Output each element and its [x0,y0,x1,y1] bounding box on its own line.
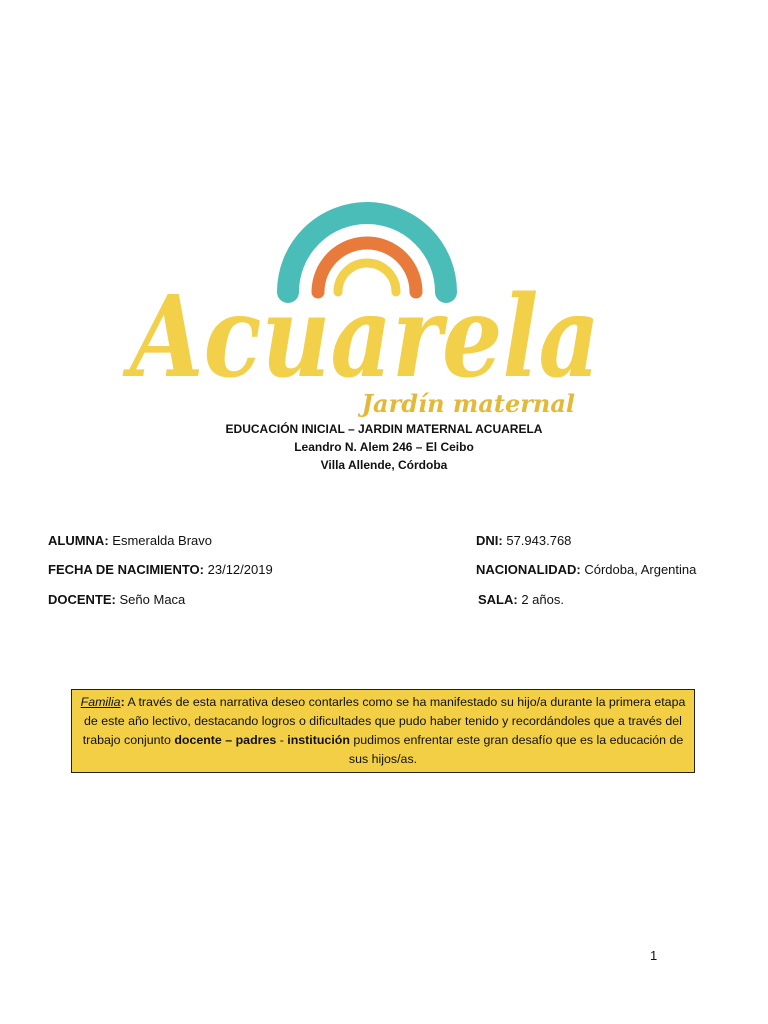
logo-tagline: Jardín maternal [361,389,575,418]
sala-label: SALA: [478,592,518,607]
nacionalidad-value: Córdoba, Argentina [584,562,697,577]
nacionalidad-field [476,562,696,578]
notice-sep-2: - [276,733,288,747]
alumna-label: ALUMNA: [48,533,109,548]
family-notice-box [71,689,695,773]
alumna-field [48,533,212,549]
notice-colon: : [120,695,125,709]
sala-field [478,592,564,608]
logo-wordmark: Acuarela [122,272,601,403]
acuarela-logo [120,200,610,420]
notice-sep-1: – [221,733,236,747]
sala-value: 2 años. [521,592,564,607]
school-header [0,420,768,474]
nacimiento-label: FECHA DE NACIMIENTO: [48,562,204,577]
notice-docente: docente [174,733,222,747]
notice-text-1: A través de esta narrativa deseo contarles como se ha manifestado su hijo/a durante la primera etapa de este año lectivo, destacando logros o dificultades que pudo haber tenido y recordándoles que a través del trabajo conjunto [82,695,686,747]
alumna-value: Esmeralda Bravo [112,533,212,548]
docente-label: DOCENTE: [48,592,116,607]
notice-intro: Familia [80,695,121,709]
header-address: Leandro N. Alem 246 – El Ceibo [294,440,474,454]
nacimiento-field [48,562,273,578]
page-number: 1 [650,948,658,963]
nacimiento-value: 23/12/2019 [207,562,273,577]
dni-value: 57.943.768 [506,533,572,548]
dni-field [476,533,571,549]
docente-value: Seño Maca [119,592,186,607]
header-title: EDUCACIÓN INICIAL – JARDIN MATERNAL ACUARELA [225,422,543,436]
notice-padres: padres [235,733,277,747]
notice-text-2: pudimos enfrentar este gran desafío que es la educación de sus hijos/as. [348,733,684,766]
dni-label: DNI: [476,533,503,548]
header-city: Villa Allende, Córdoba [320,458,448,472]
nacionalidad-label: NACIONALIDAD: [476,562,581,577]
notice-institucion: institución [287,733,350,747]
docente-field [48,592,185,608]
